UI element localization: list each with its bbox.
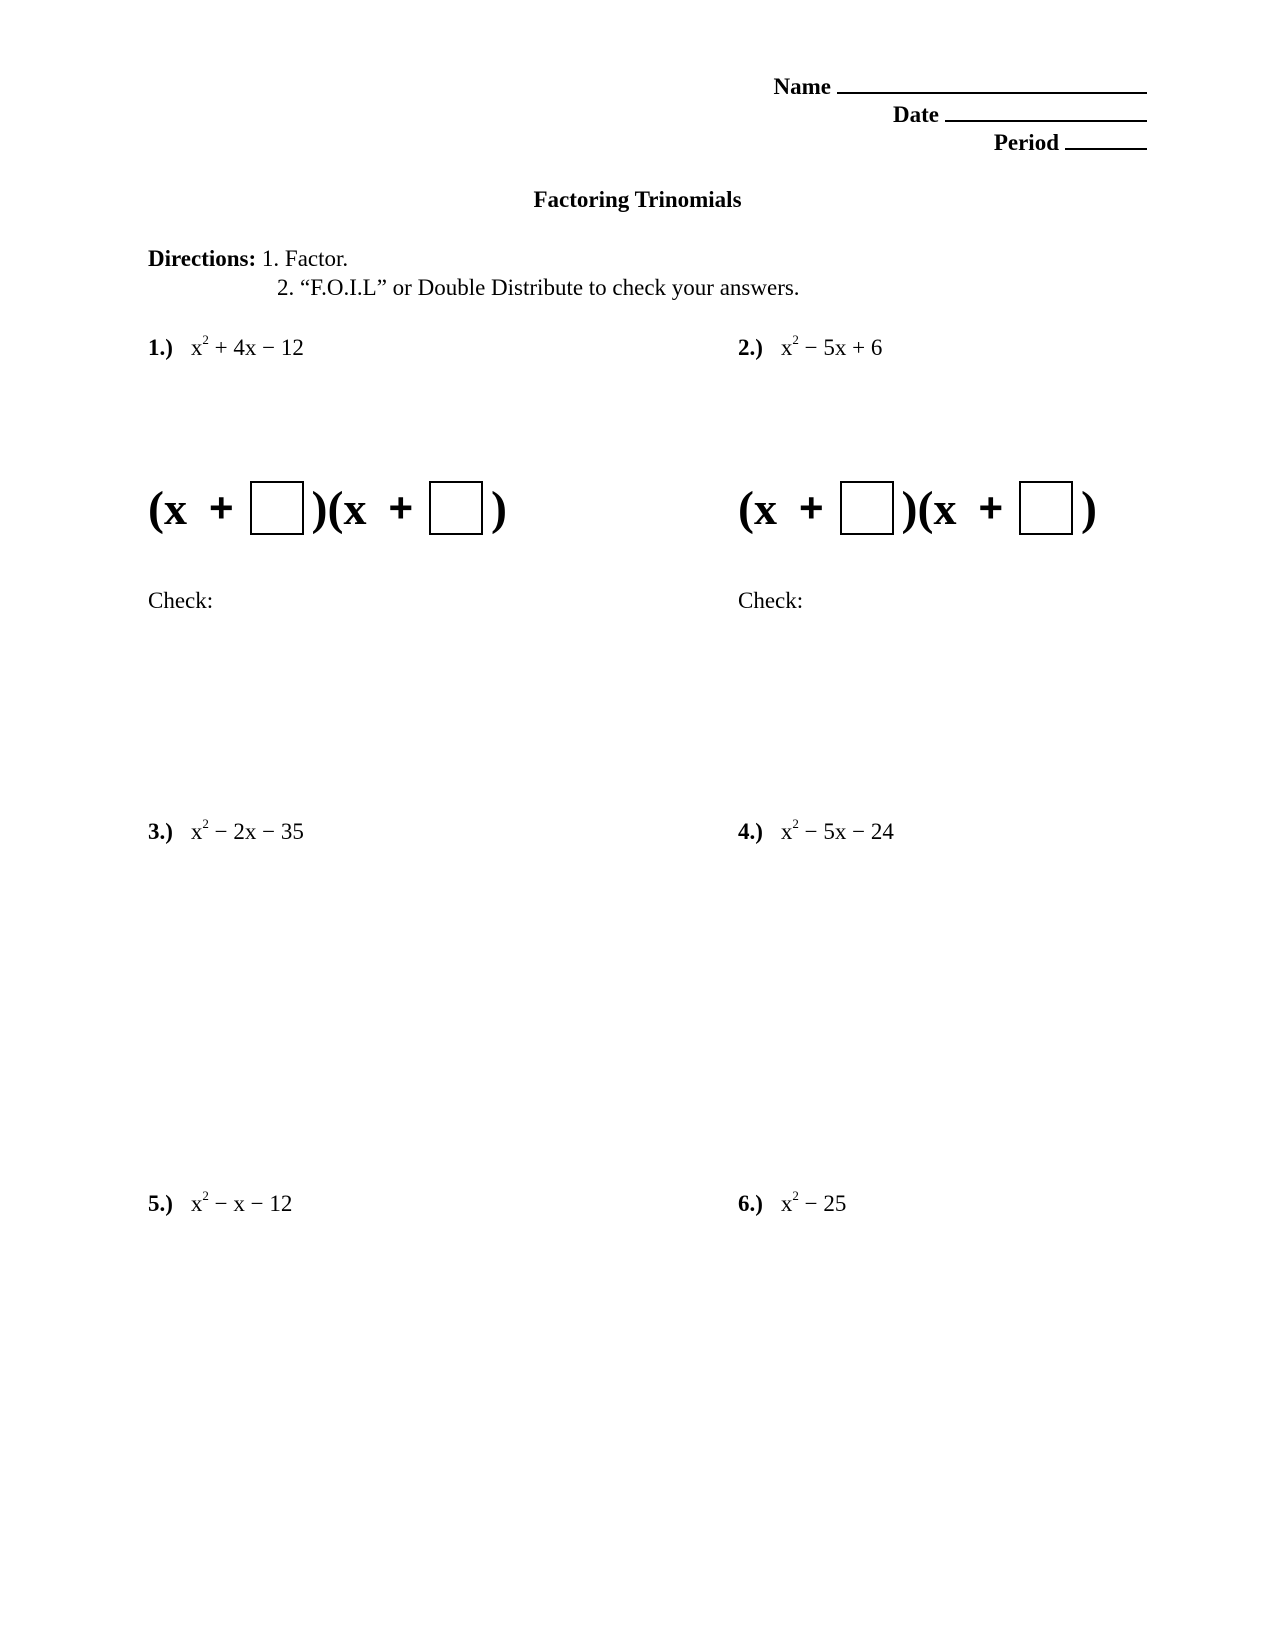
variable-x: x [163,482,187,534]
directions-label: Directions: [148,246,257,271]
problem-expression: $x^2 - 5x + 6$ [780,332,883,360]
check-label-2: Check: [738,588,804,613]
date-blank[interactable] [945,100,1147,122]
period-label: Period [993,130,1059,155]
plus-sign: + [388,484,414,531]
answer-box-1[interactable] [840,481,894,535]
factor-template-1 [148,478,507,538]
problem-expression: $x^2 - 5x - 24$ [780,816,894,844]
open-paren: ( [148,481,164,535]
middle-parens: )( [901,481,934,535]
problem-2 [738,334,882,361]
name-label: Name [773,74,831,99]
problem-expression: $x^2 - 2x - 35$ [190,816,304,844]
period-field [994,128,1147,157]
plus-sign: + [798,484,824,531]
answer-box-2[interactable] [1019,481,1073,535]
problem-5 [148,1190,292,1217]
factor-template-2 [738,478,1097,538]
problem-6 [738,1190,846,1217]
directions-step-1: 1. Factor. [261,246,349,271]
page-title: Factoring Trinomials [533,187,742,212]
problem-3 [148,818,304,845]
problem-number: 1.) [148,334,173,360]
plus-sign: + [978,484,1004,531]
problem-number: 5.) [148,1190,173,1216]
problem-4 [738,818,894,845]
close-paren: ) [1081,481,1097,535]
close-paren: ) [491,481,507,535]
date-field [893,100,1147,129]
directions [148,244,800,302]
problem-number: 3.) [148,818,173,844]
date-label: Date [893,102,939,127]
name-blank[interactable] [837,72,1147,94]
name-field [774,72,1147,101]
variable-x: x [343,482,367,534]
problem-expression: $x^2 - 25$ [780,1188,847,1216]
problem-expression: $x^2 + 4x - 12$ [190,332,304,360]
answer-box-1[interactable] [250,481,304,535]
plus-sign: + [208,484,234,531]
check-label-1: Check: [148,588,214,613]
problem-number: 4.) [738,818,763,844]
variable-x: x [753,482,777,534]
problem-1 [148,334,304,361]
open-paren: ( [738,481,754,535]
middle-parens: )( [311,481,344,535]
variable-x: x [933,482,957,534]
problem-number: 2.) [738,334,763,360]
answer-box-2[interactable] [429,481,483,535]
directions-step-2: 2. “F.O.I.L” or Double Distribute to check your answers. [277,275,800,300]
period-blank[interactable] [1065,128,1147,150]
problem-expression: $x^2 - x - 12$ [190,1188,293,1216]
problem-number: 6.) [738,1190,763,1216]
